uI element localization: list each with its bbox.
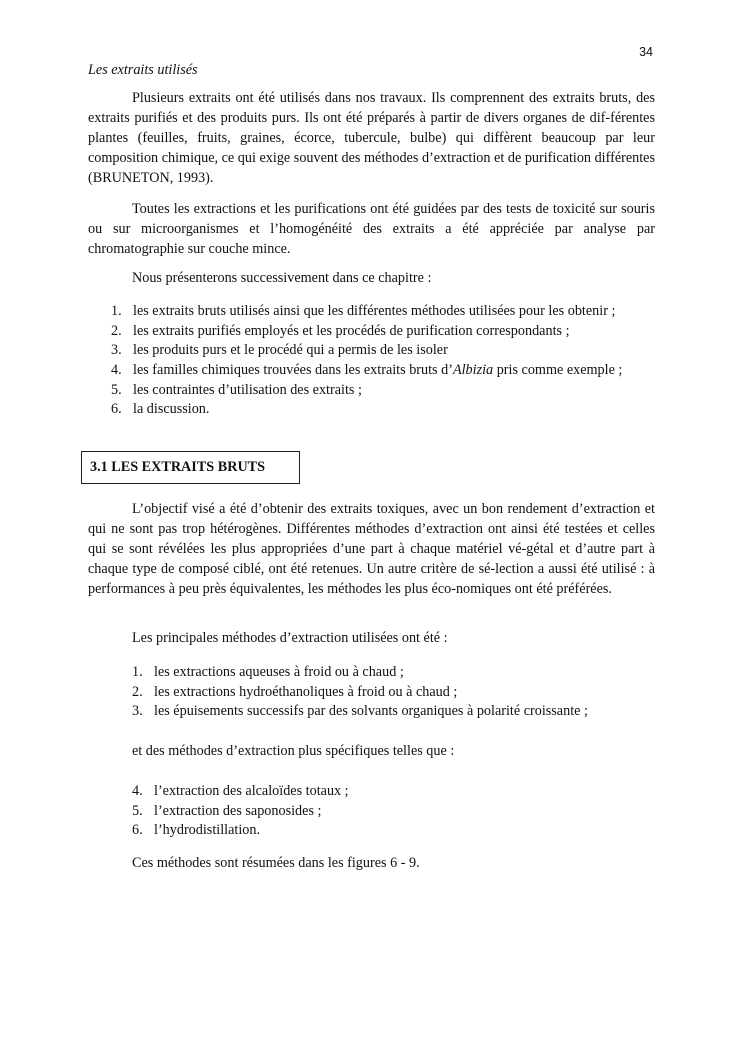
toxicity-paragraph: Toutes les extractions et les purifications ont été guidées par des tests de toxicité sur souris ou sur microorganismes et l’homogénéité des extraits a été appréciée par analyse par chromatographie sur couche mince. bbox=[88, 201, 655, 258]
list-item: 2. les extractions hydroéthanoliques à froid ou à chaud ; bbox=[132, 683, 458, 700]
list-item: 5. l’extraction des saponosides ; bbox=[132, 802, 322, 819]
genus-name: Albizia bbox=[452, 362, 494, 379]
list-item: 4. l’extraction des alcaloïdes totaux ; bbox=[132, 783, 349, 799]
list-item: 3. les épuisements successifs par des solvants organiques à polarité croissante ; bbox=[132, 703, 588, 720]
section-heading-box: 3.1 LES EXTRAITS BRUTS bbox=[81, 451, 300, 484]
list-item: 1. les extraits bruts utilisés ainsi que les différentes méthodes utilisées pour les obtenir ; bbox=[111, 303, 616, 319]
list-item: 6. l’hydrodistillation. bbox=[132, 822, 261, 839]
list-item: 4. les familles chimiques trouvées dans les extraits bruts d’Albizia pris comme exemple ; bbox=[111, 362, 623, 379]
objective-paragraph: L’objectif visé a été d’obtenir des extraits toxiques, avec un bon rendement d’extraction et qui ne sont pas trop hétérogènes. Différentes méthodes d’extraction ont ainsi été testées et celles qui se sont révélées les plus appropriées d’une part à chaque matériel vé-gétal et d’autre part à chaque type de composé ciblé, ont été retenues. Un autre critère de sé-lection a aussi été utilisé : à performances à peu près équivalentes, les méthodes les plus éco-nomiques ont été préférées. bbox=[88, 501, 655, 598]
specific-methods-intro: et des méthodes d’extraction plus spécifiques telles que : bbox=[132, 743, 455, 759]
chapter-list bbox=[111, 302, 622, 420]
summary-line: Ces méthodes sont résumées dans les figures 6 - 9. bbox=[132, 855, 420, 871]
page-number: 34 bbox=[639, 45, 653, 59]
list-item: 2. les extraits purifiés employés et les procédés de purification correspondants ; bbox=[111, 322, 570, 339]
specific-methods-list bbox=[132, 782, 349, 841]
list-item: 5. les contraintes d’utilisation des extraits ; bbox=[111, 381, 362, 398]
list-item: 3. les produits purs et le procédé qui a permis de les isoler bbox=[111, 342, 448, 359]
list-item: 6. la discussion. bbox=[111, 401, 210, 418]
list-item: 1. les extractions aqueuses à froid ou à chaud ; bbox=[132, 664, 404, 680]
methods-list bbox=[132, 663, 588, 722]
methods-intro: Les principales méthodes d’extraction utilisées ont été : bbox=[132, 630, 448, 646]
intro-paragraph: Plusieurs extraits ont été utilisés dans nos travaux. Ils comprennent des extraits bruts, des extraits purifiés et des produits purs. Ils ont été préparés à partir de divers organes de dif-férentes plantes (feuilles, fruits, graines, écorce, tubercule, bulbe) qui diffèrent beaucoup par leur composition chimique, ce qui exige souvent des méthodes d’extraction et de purification différentes (BRUNETON, 1993). bbox=[88, 90, 655, 187]
chapter-intro: Nous présenterons successivement dans ce chapitre : bbox=[132, 270, 432, 286]
subsection-title: Les extraits utilisés bbox=[88, 62, 198, 78]
